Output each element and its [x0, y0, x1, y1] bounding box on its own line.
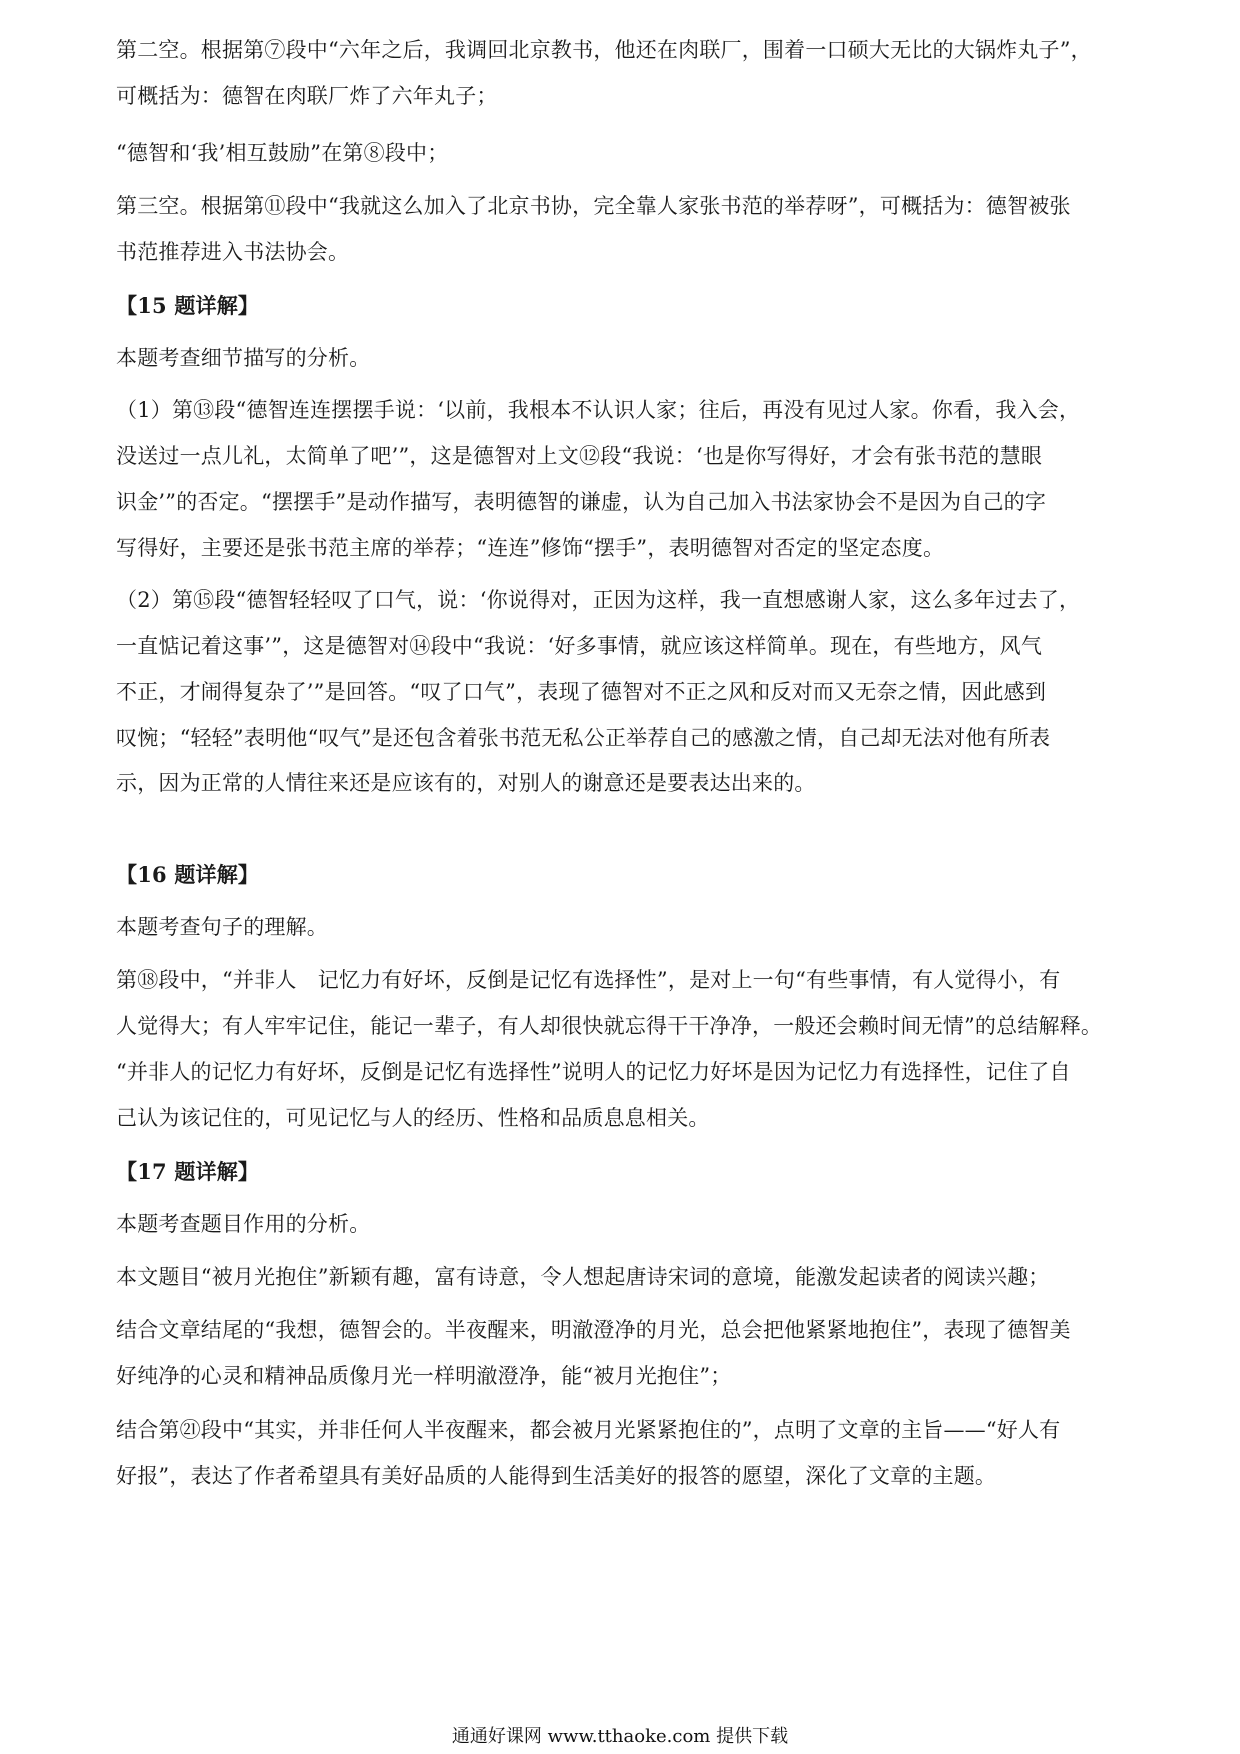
- paragraph-line: 叹惋；“轻轻”表明他“叹气”是还包含着张书范无私公正举荐自己的感激之情，自己却无法对他有所表: [116, 726, 1051, 750]
- paragraph-line: 人觉得大；有人牢牢记住，能记一辈子，有人却很快就忘得干干净净，一般还会赖时间无情”的总结解释。: [116, 1014, 1103, 1038]
- section-heading-16: 【16 题详解】: [116, 862, 260, 887]
- paragraph-line: “并非人的记忆力有好坏，反倒是记忆有选择性”说明人的记忆力好坏是因为记忆力有选择性，记住了自: [116, 1060, 1071, 1084]
- paragraph-line: 本题考查题目作用的分析。: [116, 1212, 371, 1236]
- paragraph-line: （1）第⑬段“德智连连摆摆手说：‘以前，我根本不认识人家；往后，再没有见过人家。你看，我入会，: [116, 398, 1081, 422]
- paragraph-line: “德智和‘我’相互鼓励”在第⑧段中；: [116, 141, 449, 165]
- paragraph-line: 结合文章结尾的“我想，德智会的。半夜醒来，明澈澄净的月光，总会把他紧紧地抱住”，表现了德智美: [116, 1318, 1071, 1342]
- paragraph-line: 写得好，主要还是张书范主席的举荐；“连连”修饰“摆手”，表明德智对否定的坚定态度。: [116, 536, 945, 560]
- page-footer: 通通好课网 www.tthaoke.com 提供下载: [451, 1726, 789, 1747]
- paragraph-line: 结合第㉑段中“其实，并非任何人半夜醒来，都会被月光紧紧抱住的”，点明了文章的主旨——“好人有: [116, 1418, 1061, 1442]
- paragraph-line: 本题考查句子的理解。: [116, 915, 328, 939]
- paragraph-line: 识金’”的否定。“摆摆手”是动作描写，表明德智的谦虚，认为自己加入书法家协会不是因为自己的字: [116, 490, 1047, 514]
- paragraph-line: 第三空。根据第⑪段中“我就这么加入了北京书协，完全靠人家张书范的举荐呀”，可概括为：德智被张: [116, 194, 1071, 218]
- paragraph-line: 好报”，表达了作者希望具有美好品质的人能得到生活美好的报答的愿望，深化了文章的主题。: [116, 1464, 997, 1488]
- paragraph-line: （2）第⑮段“德智轻轻叹了口气，说：‘你说得对，正因为这样，我一直想感谢人家，这么多年过去了，: [116, 588, 1081, 612]
- paragraph-line: 示，因为正常的人情往来还是应该有的，对别人的谢意还是要表达出来的。: [116, 771, 816, 795]
- paragraph-line: 第⑱段中，“并非人 记忆力有好坏，反倒是记忆有选择性”，是对上一句“有些事情，有人觉得小，有: [116, 968, 1061, 992]
- section-heading-15: 【15 题详解】: [116, 293, 260, 318]
- paragraph-line: 己认为该记住的，可见记忆与人的经历、性格和品质息息相关。: [116, 1106, 710, 1130]
- paragraph-line: 可概括为：德智在肉联厂炸了六年丸子；: [116, 84, 498, 108]
- paragraph-line: 本题考查细节描写的分析。: [116, 346, 371, 370]
- paragraph-line: 本文题目“被月光抱住”新颖有趣，富有诗意，令人想起唐诗宋词的意境，能激发起读者的阅读兴趣；: [116, 1265, 1050, 1289]
- paragraph-line: 不正，才闹得复杂了’”是回答。“叹了口气”，表现了德智对不正之风和反对而又无奈之情，因此感到: [116, 680, 1047, 704]
- paragraph-line: 一直惦记着这事’”，这是德智对⑭段中“我说：‘好多事情，就应该这样简单。现在，有些地方，风气: [116, 634, 1043, 658]
- paragraph-line: 第二空。根据第⑦段中“六年之后，我调回北京教书，他还在肉联厂，围着一口硕大无比的大锅炸丸子”，: [116, 38, 1092, 62]
- paragraph-line: 书范推荐进入书法协会。: [116, 240, 350, 264]
- paragraph-line: 好纯净的心灵和精神品质像月光一样明澈澄净，能“被月光抱住”；: [116, 1364, 732, 1388]
- section-heading-17: 【17 题详解】: [116, 1159, 260, 1184]
- paragraph-line: 没送过一点儿礼，太简单了吧’”，这是德智对上文⑫段“我说：‘也是你写得好，才会有张书范的慧眼: [116, 444, 1043, 468]
